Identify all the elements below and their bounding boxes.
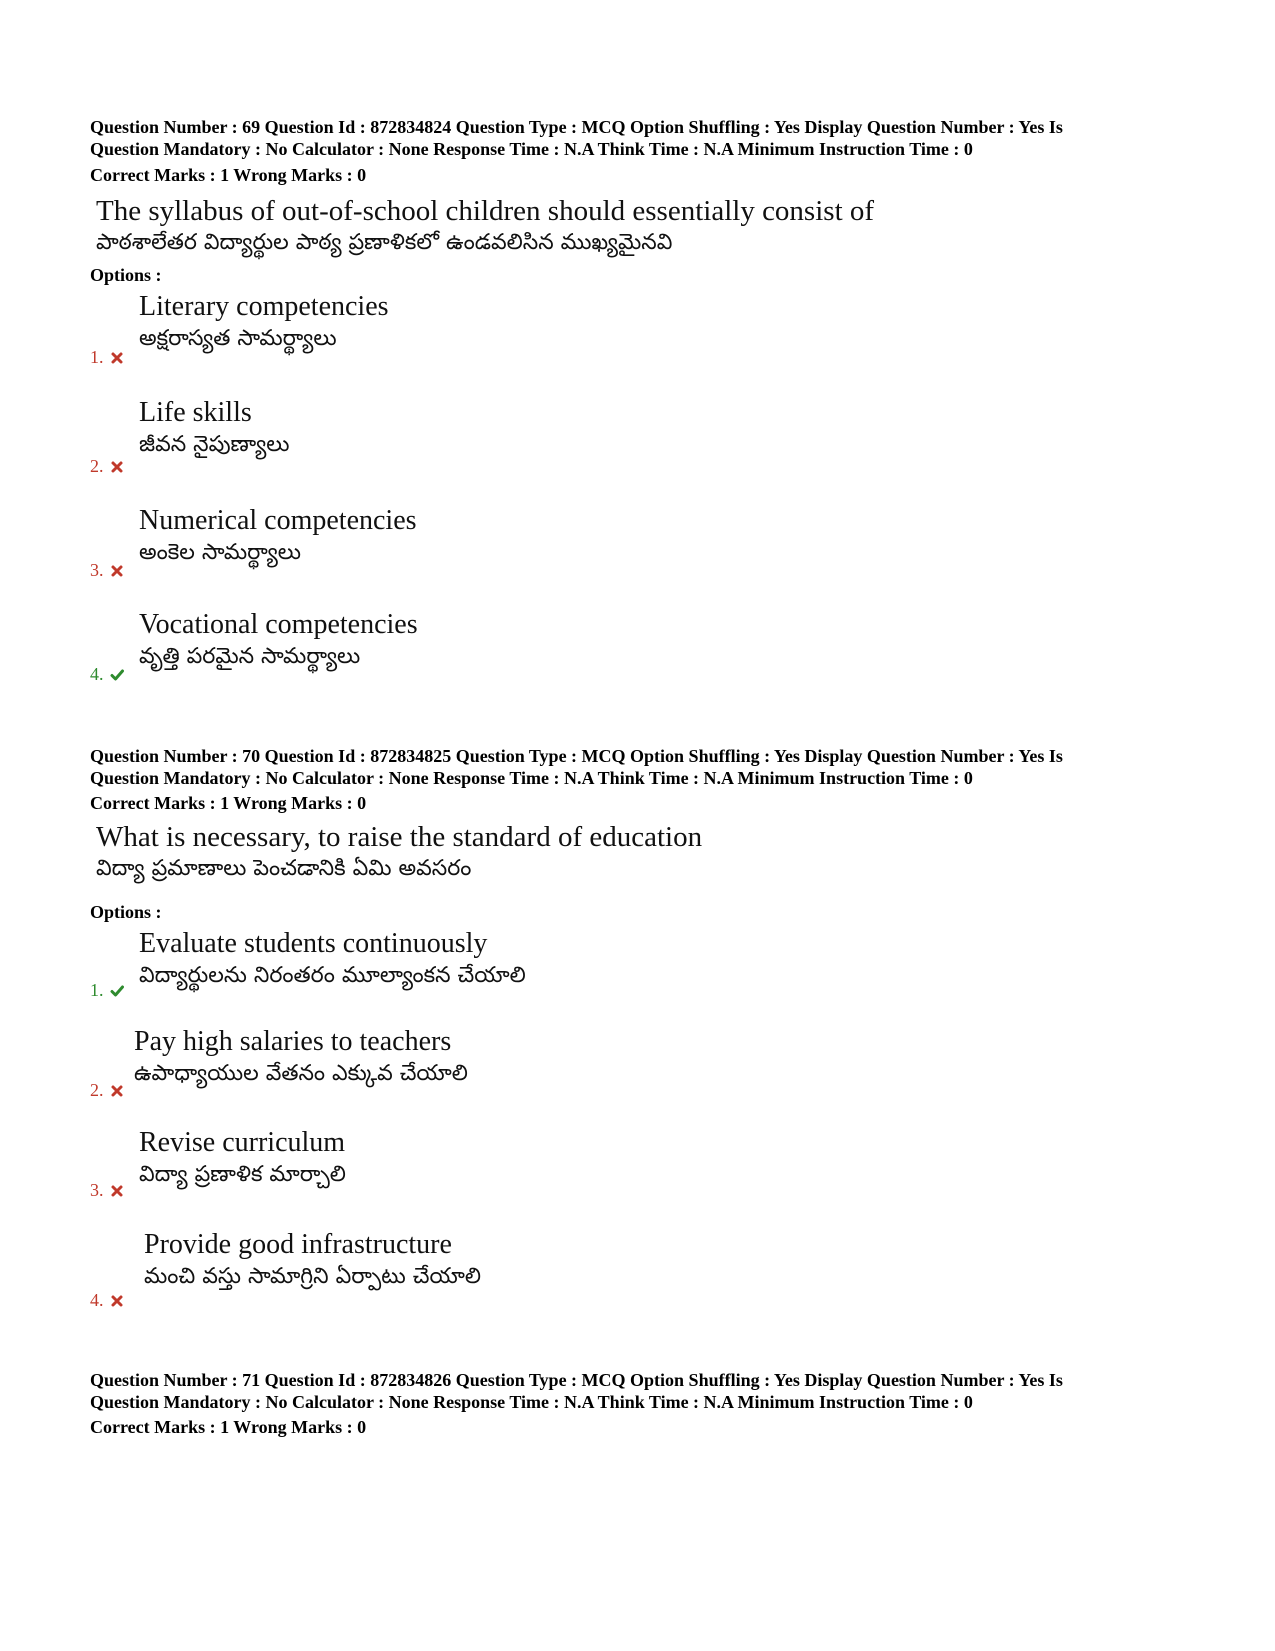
option-text — [139, 396, 289, 460]
option-text-te: వృత్తి పరమైన సామర్థ్యాలు — [139, 644, 361, 669]
option-text-te: ఉపాధ్యాయుల వేతనం ఎక్కువ చేయాలి — [134, 1061, 468, 1086]
option-text-te: విద్యా ప్రణాళిక మార్చాలి — [139, 1162, 346, 1187]
option-text-en: Numerical competencies — [139, 505, 417, 536]
option-number-label: 3. — [90, 560, 104, 580]
question-text — [96, 194, 874, 258]
option-text — [139, 1126, 346, 1190]
question-text-en: What is necessary, to raise the standard of education — [96, 821, 703, 853]
option-text-te: అంకెల సామర్థ్యాలు — [139, 540, 302, 565]
question-text-te: పాఠశాలేతర విద్యార్థుల పాఠ్య ప్రణాళికలో ఉండవలిసిన ముఖ్యమైనవి — [96, 230, 673, 255]
option-text-en: Life skills — [139, 397, 252, 428]
option-number — [90, 1080, 124, 1101]
option-number — [90, 664, 124, 685]
question-text-en: The syllabus of out-of-school children should essentially consist of — [96, 195, 875, 227]
question-meta-line2: Question Mandatory : No Calculator : None Response Time : N.A Think Time : N.A Minimum Instruction Time : 0 — [90, 1392, 973, 1412]
cross-icon — [110, 460, 124, 474]
option-text — [134, 1025, 468, 1089]
options-label: Options : — [90, 265, 162, 285]
option-number — [90, 347, 124, 368]
option-text-en: Provide good infrastructure — [144, 1229, 452, 1260]
option-text-en: Revise curriculum — [139, 1127, 346, 1158]
check-icon — [110, 984, 124, 998]
option-text — [139, 504, 417, 568]
option-number — [90, 456, 124, 477]
question-meta-line1: Question Number : 70 Question Id : 872834825 Question Type : MCQ Option Shuffling : Yes Display Question Number : Yes Is — [90, 746, 1063, 766]
question-meta — [90, 745, 1200, 789]
cross-icon — [110, 1184, 124, 1198]
options-label: Options : — [90, 902, 162, 922]
marks-line: Correct Marks : 1 Wrong Marks : 0 — [90, 793, 367, 813]
option-number-label: 1. — [90, 980, 104, 1000]
option-number — [90, 1290, 124, 1311]
question-meta-line1: Question Number : 71 Question Id : 872834826 Question Type : MCQ Option Shuffling : Yes Display Question Number : Yes Is — [90, 1370, 1063, 1390]
option-number-label: 3. — [90, 1180, 104, 1200]
option-text — [139, 608, 418, 672]
option-number — [90, 980, 124, 1001]
option-text-en: Vocational competencies — [139, 609, 418, 640]
question-meta-line2: Question Mandatory : No Calculator : None Response Time : N.A Think Time : N.A Minimum Instruction Time : 0 — [90, 768, 973, 788]
option-number-label: 4. — [90, 664, 104, 684]
option-number — [90, 1180, 124, 1201]
question-meta-line2: Question Mandatory : No Calculator : None Response Time : N.A Think Time : N.A Minimum Instruction Time : 0 — [90, 139, 973, 159]
question-meta — [90, 116, 1200, 160]
option-text-en: Pay high salaries to teachers — [134, 1026, 452, 1057]
option-number-label: 2. — [90, 1080, 104, 1100]
option-text-te: అక్షరాస్యత సామర్థ్యాలు — [139, 326, 337, 351]
option-text — [139, 927, 526, 991]
option-text-te: జీవన నైపుణ్యాలు — [139, 432, 290, 457]
option-number — [90, 560, 124, 581]
question-meta-line1: Question Number : 69 Question Id : 872834824 Question Type : MCQ Option Shuffling : Yes Display Question Number : Yes Is — [90, 117, 1063, 137]
cross-icon — [110, 564, 124, 578]
marks-line: Correct Marks : 1 Wrong Marks : 0 — [90, 1417, 367, 1437]
option-number-label: 4. — [90, 1290, 104, 1310]
question-text-te: విద్యా ప్రమాణాలు పెంచడానికి ఏమి అవసరం — [96, 856, 472, 881]
option-number-label: 2. — [90, 456, 104, 476]
cross-icon — [110, 1294, 124, 1308]
option-text-en: Literary competencies — [139, 291, 389, 322]
option-text-te: మంచి వస్తు సామాగ్రిని ఏర్పాటు చేయాలి — [144, 1264, 481, 1289]
option-number-label: 1. — [90, 347, 104, 367]
marks-line: Correct Marks : 1 Wrong Marks : 0 — [90, 165, 367, 185]
question-meta — [90, 1369, 1200, 1413]
option-text-en: Evaluate students continuously — [139, 928, 488, 959]
option-text-te: విద్యార్థులను నిరంతరం మూల్యాంకన చేయాలి — [139, 963, 526, 988]
cross-icon — [110, 1084, 124, 1098]
option-text — [139, 290, 389, 354]
question-text — [96, 820, 702, 884]
check-icon — [110, 668, 124, 682]
option-text — [144, 1228, 481, 1292]
cross-icon — [110, 351, 124, 365]
